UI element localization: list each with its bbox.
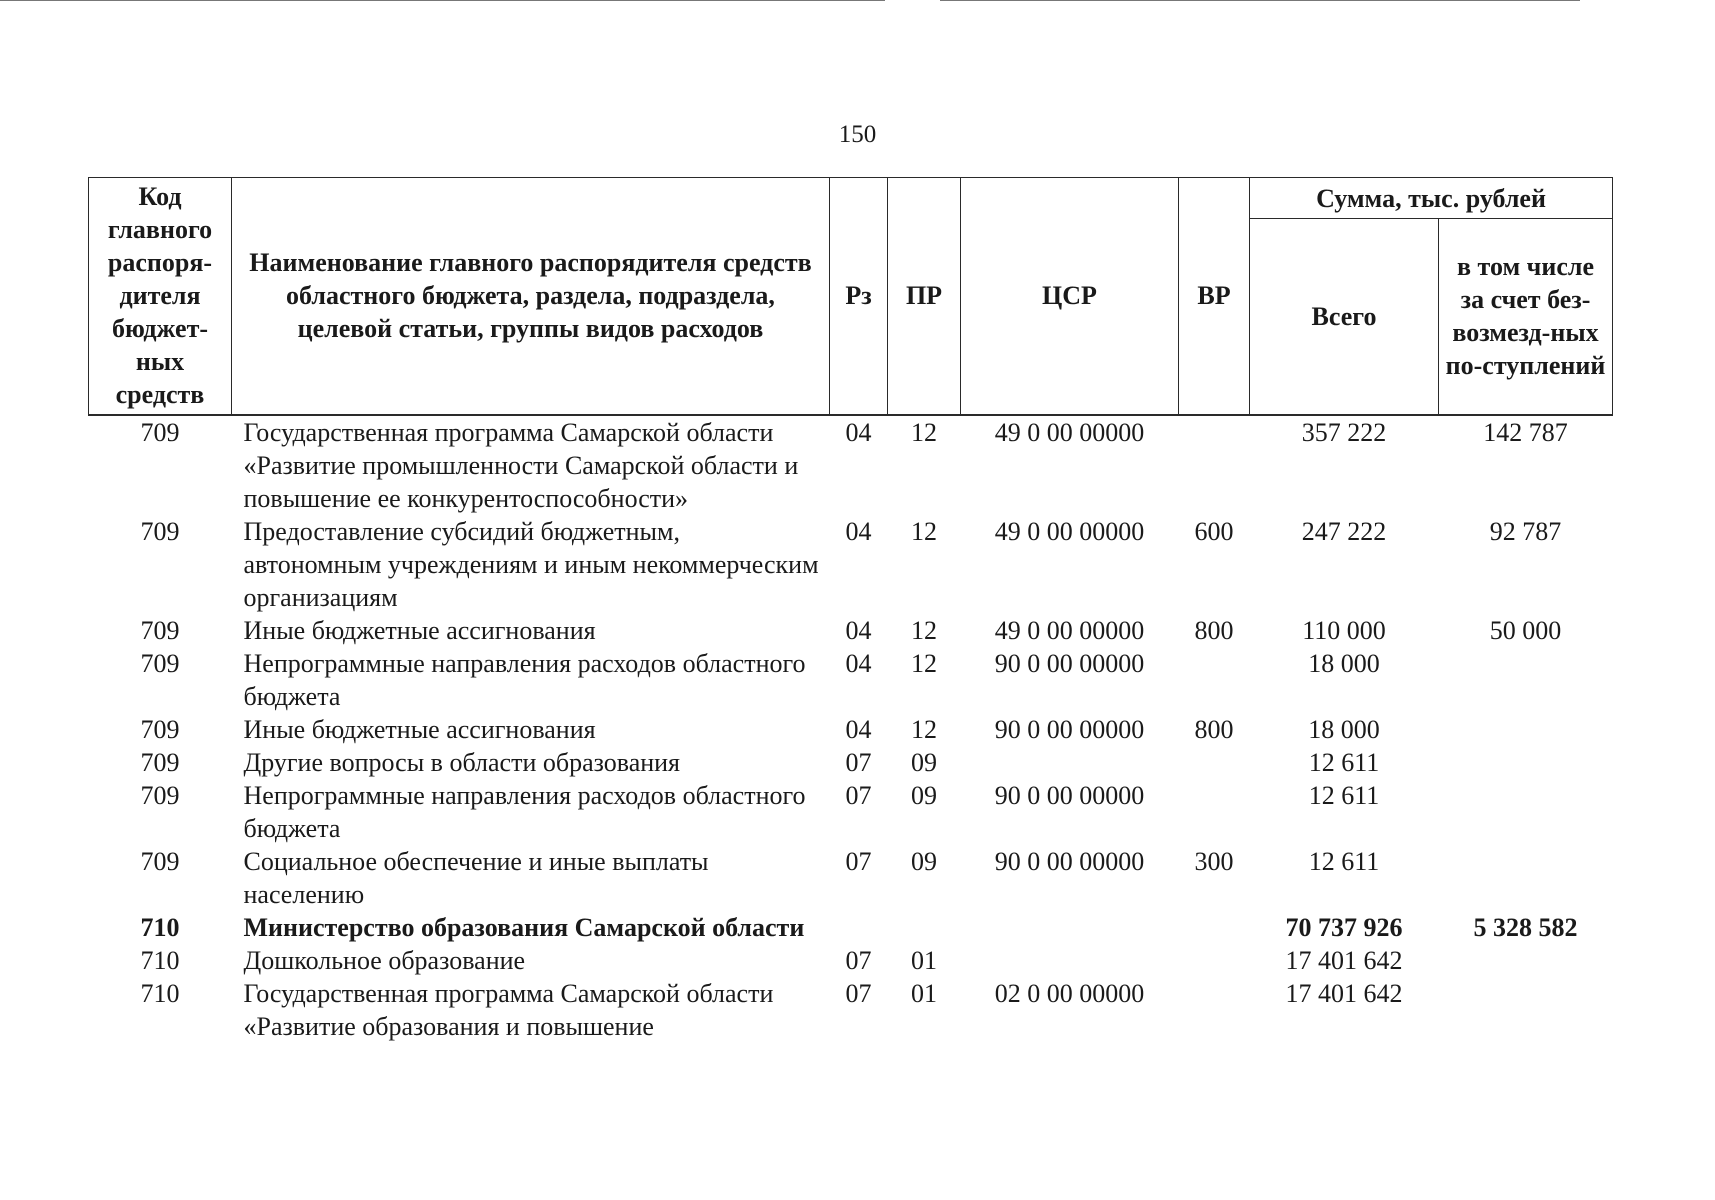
cell-rz: 07 <box>845 945 872 975</box>
cell-code: 709 <box>140 780 180 810</box>
cell-rz <box>830 911 888 944</box>
cell-gratuitous <box>1439 977 1613 1043</box>
cell-code: 709 <box>140 747 180 777</box>
cell-vr <box>1179 746 1250 779</box>
table-row <box>89 515 1613 614</box>
cell-rz: 04 <box>845 648 872 678</box>
cell-gratuitous <box>1439 746 1613 779</box>
cell-total: 247 222 <box>1301 516 1387 546</box>
cell-vr <box>1179 647 1250 713</box>
cell-pr: 12 <box>911 516 937 546</box>
cell-rz: 04 <box>845 417 872 447</box>
cell-code: 710 <box>140 978 180 1008</box>
cell-rz: 07 <box>845 747 872 777</box>
cell-code: 710 <box>140 912 180 942</box>
cell-total: 357 222 <box>1301 417 1387 447</box>
page-number: 150 <box>838 121 877 148</box>
cell-vr: 600 <box>1194 516 1234 546</box>
cell-code: 709 <box>140 516 180 546</box>
header-rz: Рз <box>830 178 888 415</box>
cell-total: 17 401 642 <box>1285 978 1403 1008</box>
table-header <box>89 178 1613 415</box>
cell-pr: 09 <box>911 747 937 777</box>
cell-vr <box>1179 415 1250 515</box>
cell-rz: 04 <box>845 516 872 546</box>
cell-total: 12 611 <box>1308 747 1380 777</box>
cell-gratuitous <box>1439 944 1613 977</box>
cell-code: 710 <box>140 945 180 975</box>
cell-total: 12 611 <box>1308 780 1380 810</box>
cell-name: Дошкольное образование <box>243 945 526 975</box>
cell-csr: 49 0 00 00000 <box>994 615 1145 645</box>
cell-csr: 90 0 00 00000 <box>994 846 1145 876</box>
table-row <box>89 746 1613 779</box>
cell-csr <box>961 746 1179 779</box>
cell-rz: 04 <box>845 714 872 744</box>
header-sum-group: Сумма, тыс. рублей <box>1250 178 1613 219</box>
cell-gratuitous <box>1439 845 1613 911</box>
cell-name: Министерство образования Самарской области <box>243 912 805 942</box>
cell-gratuitous: 5 328 582 <box>1473 912 1578 942</box>
table-row <box>89 415 1613 515</box>
cell-csr <box>961 944 1179 977</box>
cell-gratuitous <box>1439 647 1613 713</box>
cell-name: Непрограммные направления расходов областного бюджета <box>243 780 806 843</box>
cell-csr: 90 0 00 00000 <box>994 648 1145 678</box>
header-gratuitous: в том числе за счет без-возмезд-ных по-ступлений <box>1439 219 1613 415</box>
cell-gratuitous <box>1439 713 1613 746</box>
cell-code: 709 <box>140 846 180 876</box>
cell-rz: 04 <box>845 615 872 645</box>
table-row <box>89 944 1613 977</box>
scan-edge-line <box>0 0 885 1</box>
cell-rz: 07 <box>845 978 872 1008</box>
cell-code: 709 <box>140 648 180 678</box>
cell-csr: 49 0 00 00000 <box>994 516 1145 546</box>
cell-pr: 01 <box>911 978 937 1008</box>
cell-pr: 12 <box>911 714 937 744</box>
cell-vr <box>1179 911 1250 944</box>
cell-total: 70 737 926 <box>1285 912 1403 942</box>
cell-csr: 49 0 00 00000 <box>994 417 1145 447</box>
cell-code: 709 <box>140 615 180 645</box>
cell-vr <box>1179 944 1250 977</box>
cell-pr: 12 <box>911 615 937 645</box>
cell-vr: 300 <box>1194 846 1234 876</box>
table-body <box>89 415 1613 1043</box>
table-row <box>89 977 1613 1043</box>
table-row <box>89 647 1613 713</box>
header-total: Всего <box>1250 219 1439 415</box>
cell-pr <box>888 911 961 944</box>
cell-pr: 12 <box>911 648 937 678</box>
header-name: Наименование главного распорядителя средств областного бюджета, раздела, подраздела, целевой статьи, группы видов расходов <box>232 178 830 415</box>
table-row <box>89 713 1613 746</box>
cell-vr <box>1179 779 1250 845</box>
cell-csr: 90 0 00 00000 <box>994 780 1145 810</box>
cell-vr: 800 <box>1194 714 1234 744</box>
table-row <box>89 614 1613 647</box>
cell-total: 18 000 <box>1308 648 1380 678</box>
cell-gratuitous: 50 000 <box>1489 615 1562 645</box>
cell-name: Непрограммные направления расходов областного бюджета <box>243 648 806 711</box>
cell-name: Иные бюджетные ассигнования <box>243 615 596 645</box>
cell-rz: 07 <box>845 780 872 810</box>
cell-total: 18 000 <box>1308 714 1380 744</box>
cell-csr: 90 0 00 00000 <box>994 714 1145 744</box>
cell-name: Государственная программа Самарской области «Развитие промышленности Самарской области и повышение ее конкурентоспособности» <box>243 417 799 513</box>
cell-code: 709 <box>140 417 180 447</box>
cell-code: 709 <box>140 714 180 744</box>
budget-table <box>88 177 1613 1043</box>
cell-name: Иные бюджетные ассигнования <box>243 714 596 744</box>
header-code: Код главного распоря-дителя бюджет-ных средств <box>89 178 232 415</box>
cell-total: 17 401 642 <box>1285 945 1403 975</box>
table-row <box>89 911 1613 944</box>
cell-csr <box>961 911 1179 944</box>
cell-total: 110 000 <box>1302 615 1386 645</box>
cell-pr: 12 <box>911 417 937 447</box>
cell-pr: 09 <box>911 846 937 876</box>
scan-edge-line <box>940 0 1580 1</box>
table-row <box>89 845 1613 911</box>
table-row <box>89 779 1613 845</box>
cell-pr: 09 <box>911 780 937 810</box>
cell-rz: 07 <box>845 846 872 876</box>
header-vr: ВР <box>1179 178 1250 415</box>
header-csr: ЦСР <box>961 178 1179 415</box>
cell-name: Государственная программа Самарской области «Развитие образования и повышение <box>243 978 774 1041</box>
cell-total: 12 611 <box>1308 846 1380 876</box>
cell-csr: 02 0 00 00000 <box>994 978 1145 1008</box>
cell-gratuitous: 142 787 <box>1483 417 1568 447</box>
cell-name: Социальное обеспечение и иные выплаты населению <box>243 846 709 909</box>
cell-gratuitous: 92 787 <box>1489 516 1562 546</box>
cell-pr: 01 <box>911 945 937 975</box>
header-pr: ПР <box>888 178 961 415</box>
cell-name: Другие вопросы в области образования <box>243 747 681 777</box>
cell-vr <box>1179 977 1250 1043</box>
cell-name: Предоставление субсидий бюджетным, автономным учреждениям и иным некоммерческим организациям <box>243 516 819 612</box>
cell-vr: 800 <box>1194 615 1234 645</box>
cell-gratuitous <box>1439 779 1613 845</box>
